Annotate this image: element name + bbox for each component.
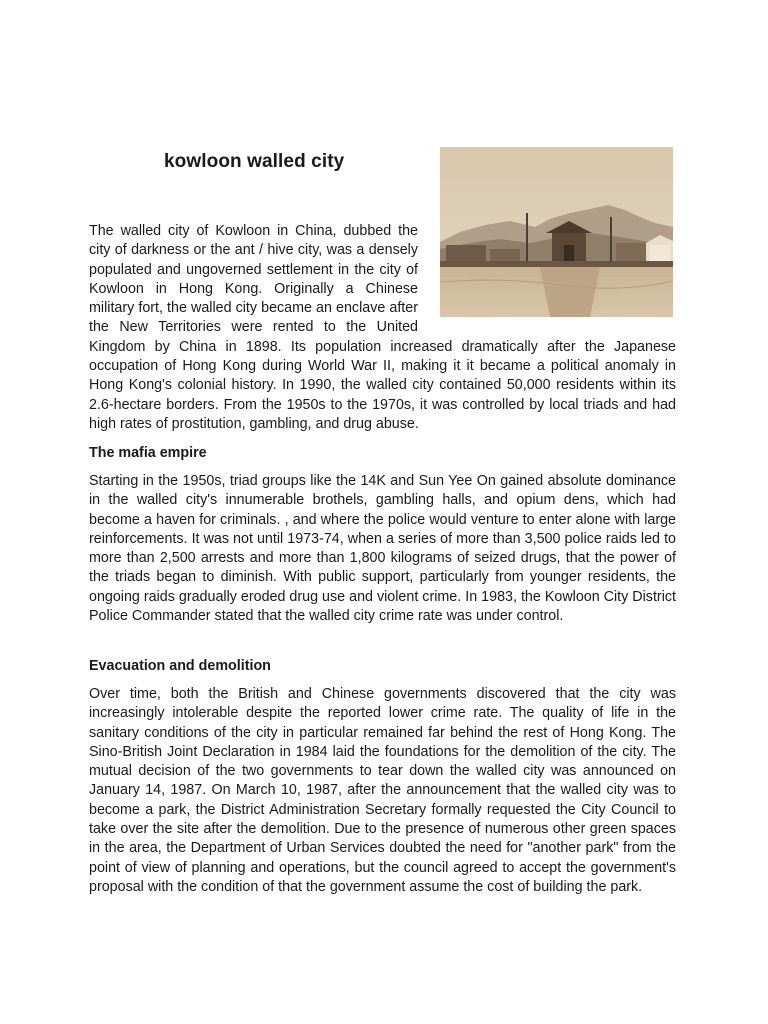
intro-text: The walled city of Kowloon in China, dubbed the city of darkness or the ant / hive city, was a densely populated and ungoverned settlement in the city of Kowloon in Hong Kong. Originally a Chinese military fort, the walled city became an enclave after the New Territories were rented to the United Kingdom by China in 1898. Its population increased dramatically after the Japanese occupation of Hong Kong during World War II, making it it became a political anomaly in Hong Kong's colonial history. In 1990, the walled city contained 50,000 residents within its 2.6-hectare borders. From the 1950s to the 1970s, it was controlled by local triads and had high rates of prostitution, gambling, and drug abuse. xyxy=(89,223,676,432)
section-heading: Evacuation and demolition xyxy=(89,658,271,674)
section-paragraph: Starting in the 1950s, triad groups like the 14K and Sun Yee On gained absolute dominance in the walled city's innumerable brothels, gambling halls, and opium dens, which had become a haven for criminals. , and where the police would venture to enter alone with large reinforcements. It was not until 1973-74, when a series of more than 3,500 police raids led to more than 2,500 arrests and more than 1,800 kilograms of seized drugs, that the power of the triads began to diminish. With public support, particularly from younger residents, the ongoing raids gradually eroded drug use and violent crime. In 1983, the Kowloon City District Police Commander stated that the walled city crime rate was under control. xyxy=(89,473,676,625)
section-heading: The mafia empire xyxy=(89,445,207,461)
section-mafia-empire xyxy=(89,444,676,626)
image-float-spacer xyxy=(418,222,676,319)
section-evacuation-demolition xyxy=(89,657,676,897)
section-paragraph: Over time, both the British and Chinese governments discovered that the city was increasingly intolerable despite the reported lower crime rate. The quality of life in the sanitary conditions of the city in particular remained far behind the rest of Hong Kong. The Sino-British Joint Declaration in 1984 laid the foundations for the demolition of the city. The mutual decision of the two governments to tear down the walled city was announced on January 14, 1987. On March 10, 1987, after the announcement that the walled city was to become a park, the District Administration Secretary formally requested the City Council to take over the site after the demolition. Due to the presence of numerous other green spaces in the area, the Department of Urban Services doubted the need for "another park" from the point of view of planning and operations, but the council agreed to accept the government's proposal with the condition of that the government assume the cost of building the park. xyxy=(89,686,676,895)
page-title: kowloon walled city xyxy=(164,151,345,172)
intro-paragraph xyxy=(89,222,676,434)
